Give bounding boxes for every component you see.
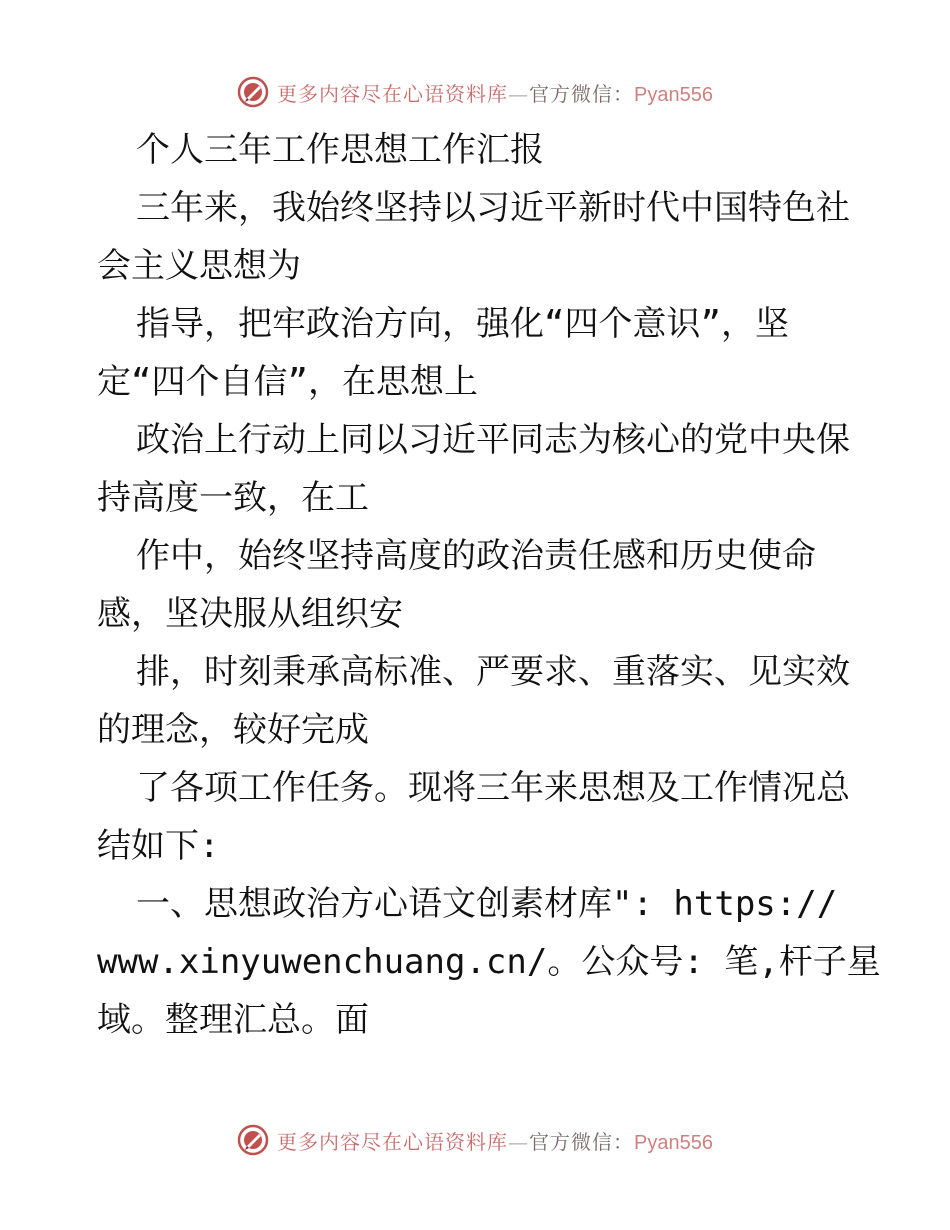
document-body	[97, 121, 881, 1049]
text-line: 指导，把牢政治方向，强化“四个意识”，坚	[136, 304, 789, 344]
watermark-dash: —	[508, 81, 530, 106]
watermark-id: Pyan556	[634, 1131, 713, 1154]
text-line: 持高度一致，在工	[97, 478, 369, 518]
section-heading: 一、思想政治方心语文创素材库": https://	[136, 884, 838, 924]
watermark-dash: —	[508, 1129, 530, 1154]
watermark-text	[277, 1126, 713, 1155]
text-line: www.xinyuwenchuang.cn/。公众号: 笔,杆子星	[97, 942, 881, 982]
watermark-prefix: 更多内容尽在心语资料库	[277, 1129, 509, 1154]
watermark-footer	[0, 1120, 950, 1160]
text-line: 的理念，较好完成	[97, 710, 369, 750]
watermark-label: 官方微信：	[529, 1129, 635, 1154]
document-title: 个人三年工作思想工作汇报	[136, 130, 544, 170]
text-line: 会主义思想为	[97, 246, 301, 286]
text-line: 定“四个自信”，在思想上	[97, 362, 478, 402]
text-line: 了各项工作任务。现将三年来思想及工作情况总	[136, 768, 850, 808]
pen-logo-icon	[237, 76, 269, 108]
text-line: 排，时刻秉承高标准、严要求、重落实、见实效	[136, 652, 850, 692]
text-line: 域。整理汇总。面	[97, 1000, 369, 1040]
text-line: 政治上行动上同以习近平同志为核心的党中央保	[136, 420, 850, 460]
pen-logo-icon	[237, 1124, 269, 1156]
text-line: 结如下:	[97, 826, 220, 866]
text-line: 作中，始终坚持高度的政治责任感和历史使命	[136, 536, 816, 576]
watermark-id: Pyan556	[634, 83, 713, 106]
watermark-header	[0, 72, 950, 112]
text-line: 感，坚决服从组织安	[97, 594, 403, 634]
watermark-label: 官方微信：	[529, 81, 635, 106]
text-line: 三年来，我始终坚持以习近平新时代中国特色社	[136, 188, 850, 228]
watermark-text	[277, 78, 713, 107]
watermark-prefix: 更多内容尽在心语资料库	[277, 81, 509, 106]
